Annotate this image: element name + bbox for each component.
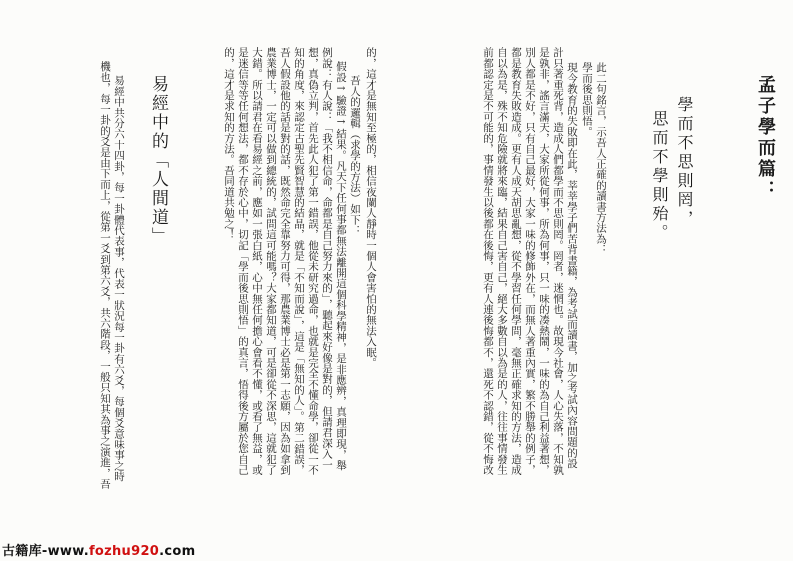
watermark-accent: fozhu920 <box>88 544 160 559</box>
paragraph-line: 別人都是不好，只有自己最好，大家一味的修飾外在，而無人著重內實，繁不勝舉的例子， <box>524 47 536 475</box>
watermark-suffix: .com <box>159 544 196 559</box>
quote-line-2: 思而不學則殆。 <box>650 110 669 243</box>
paragraph-line: 計只著重死背，造成人們都學而不思則罔。罔者，迷惘也。故現今社會，人心失落，不知孰 <box>552 47 564 475</box>
paragraph-line: 知的角度，來認定古聖先賢智慧的結晶，就是「不知而說」，這是「無知的人」。第二錯誤， <box>293 47 305 476</box>
site-watermark <box>2 540 195 559</box>
paragraph-line: 吾人假設他的話是對的話，既然命完全靠努力可得，那農業博士必是第一志願，因為如拿到 <box>279 47 291 475</box>
section-title-mencius: 孟子學而篇： <box>755 75 776 201</box>
paragraph-line: 例說：有人說：「我不相信命，命都是自己努力來的」，聽起來好像是對的，但請君深入一 <box>321 47 333 470</box>
paragraph-line: 前都認定是不可能的，事情發生以後都在後悔，更有人連後悔都不，還死不認錯，從不悔改 <box>482 47 494 475</box>
paragraph-line: 大錯。所以請君在看易經之前，應如一張白紙，心中無任何擔心會看不懂，或看了無益，或 <box>251 47 263 475</box>
section-title-iching: 易經中的「人間道」 <box>148 75 168 246</box>
paragraph-line: 都是教育失敗造成。更有人成天胡思亂想，從不學習任何學問，毫無正確求知的方法，造成 <box>510 47 522 475</box>
paragraph-line: 的，這才是求知的方法。吾同道共勉之！ <box>223 47 235 240</box>
paragraph-line: 自以為是，殊不知危險就將來臨，結果自己害自己，絕大多數自以為是的人，往往事情發生 <box>496 47 508 475</box>
paragraph-line: 學而後思則悟。 <box>581 62 593 137</box>
paragraph-line: 農業博士，一定可以做到總統的，試問這可能嗎？大家都知道，可是卻從不深思，這就犯了 <box>265 47 277 475</box>
paragraph-line: 此二句銘言，示吾人正確的讀書方法為： <box>595 62 607 255</box>
paragraph-line: 現今教育的失敗即在此，莘莘學子們苦背書籍，為考試而讀書，加之考試內容問題的設 <box>566 62 578 469</box>
paragraph-line: 易經中共分六十四卦，每一卦體代表事，代表一狀況每一卦有六爻，每個爻意味事之時 <box>113 75 125 482</box>
paragraph-line: 是孰非，謠言滿天，大家所從何事，所為何事，只一味的凑熱鬧，一味的為自己利益著想， <box>538 47 550 475</box>
paragraph-line: 機也，每一卦的爻是由下而上，從第一爻到第六爻，共六階段，一般只知其為事之演進，吾 <box>99 61 111 489</box>
paragraph-line: 是迷信等等任何想法，都不存於心中，切記「學而後思則悟」的真言，悟得後方屬於您自己 <box>237 47 249 475</box>
watermark-prefix: 古籍库-www. <box>2 544 89 559</box>
paragraph-line: 假設→驗證→結果。凡天下任何事都無法離開這個科學精神，是非應辨，真理即現，舉 <box>335 61 347 471</box>
paragraph-line: 的，這才是無知至極的，相信夜闌人靜時一個人會害怕的無法入眠。 <box>365 47 377 368</box>
paragraph-line: 吾人的邏輯（求學的方法）如下： <box>349 75 361 236</box>
quote-line-1: 學而不思則罔， <box>675 96 694 229</box>
paragraph-line: 想，真偽立判，首先此人犯了第一錯誤，他從未研究過命，也就是完全不懂命學，卻從一不 <box>307 47 319 475</box>
